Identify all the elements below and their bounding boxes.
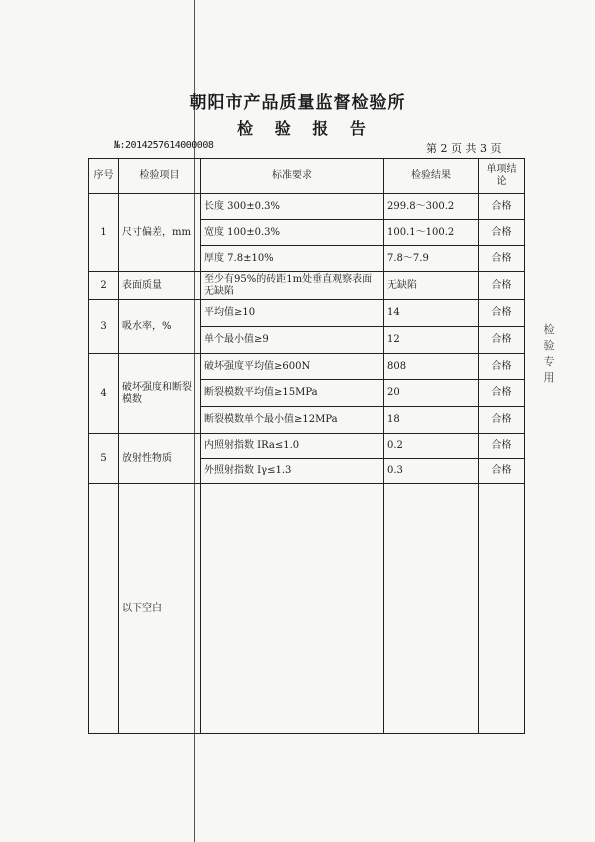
result-cell: 12 (384, 327, 479, 354)
table-row (89, 434, 525, 459)
group-item: 尺寸偏差，mm (119, 194, 201, 272)
group-item: 放射性物质 (119, 434, 201, 484)
column-header-item: 检验项目 (119, 159, 201, 194)
verdict-cell: 合格 (479, 434, 525, 459)
verdict-cell: 合格 (479, 459, 525, 484)
blank-remainder-row (89, 484, 525, 734)
institute-title: 朝阳市产品质量监督检验所 (189, 93, 406, 113)
verdict-cell: 合格 (479, 300, 525, 327)
column-header-no: 序号 (89, 159, 119, 194)
requirement-cell: 厚度 7.8±10% (201, 246, 384, 272)
result-cell: 无缺陷 (384, 272, 479, 300)
requirement-cell: 内照射指数 IRa≤1.0 (201, 434, 384, 459)
result-cell: 808 (384, 354, 479, 380)
group-number: 3 (89, 300, 119, 354)
result-cell: 18 (384, 407, 479, 434)
group-item: 吸水率，% (119, 300, 201, 354)
table-row (89, 300, 525, 327)
group-item: 表面质量 (119, 272, 201, 300)
blank-below-note: 以下空白 (119, 484, 201, 734)
requirement-cell: 断裂模数单个最小值≥12MPa (201, 407, 384, 434)
requirement-cell: 外照射指数 Iγ≤1.3 (201, 459, 384, 484)
requirement-cell: 单个最小值≥9 (201, 327, 384, 354)
result-cell: 20 (384, 380, 479, 407)
result-cell: 7.8～7.9 (384, 246, 479, 272)
verdict-cell: 合格 (479, 194, 525, 220)
column-header-result: 检验结果 (384, 159, 479, 194)
verdict-cell: 合格 (479, 407, 525, 434)
requirement-cell: 断裂模数平均值≥15MPa (201, 380, 384, 407)
result-cell: 299.8～300.2 (384, 194, 479, 220)
result-cell: 100.1～100.2 (384, 220, 479, 246)
table-row (89, 272, 525, 300)
verdict-cell: 合格 (479, 220, 525, 246)
result-cell: 14 (384, 300, 479, 327)
verdict-cell: 合格 (479, 354, 525, 380)
result-cell: 0.2 (384, 434, 479, 459)
table-header-row (89, 159, 525, 194)
verdict-cell: 合格 (479, 246, 525, 272)
result-cell: 0.3 (384, 459, 479, 484)
verdict-cell: 合格 (479, 380, 525, 407)
requirement-cell: 至少有95%的砖距1m处垂直观察表面无缺陷 (201, 272, 384, 300)
requirement-cell: 破坏强度平均值≥600N (201, 354, 384, 380)
column-header-verdict: 单项结论 (479, 159, 525, 194)
inspection-seal-stamp: 检验专用 (543, 323, 555, 384)
group-number: 1 (89, 194, 119, 272)
requirement-cell: 长度 300±0.3% (201, 194, 384, 220)
requirement-cell: 宽度 100±0.3% (201, 220, 384, 246)
group-number: 2 (89, 272, 119, 300)
inspection-results-table (88, 158, 525, 734)
verdict-cell: 合格 (479, 327, 525, 354)
group-item: 破坏强度和断裂模数 (119, 354, 201, 434)
report-serial-number: №:2014257614000008 (114, 140, 214, 151)
group-number: 5 (89, 434, 119, 484)
table-row (89, 194, 525, 220)
column-header-requirement: 标准要求 (201, 159, 384, 194)
group-number: 4 (89, 354, 119, 434)
page-number: 第 2 页 共 3 页 (426, 142, 502, 155)
verdict-cell: 合格 (479, 272, 525, 300)
report-title: 检 验 报 告 (237, 119, 374, 138)
table-row (89, 354, 525, 380)
requirement-cell: 平均值≥10 (201, 300, 384, 327)
